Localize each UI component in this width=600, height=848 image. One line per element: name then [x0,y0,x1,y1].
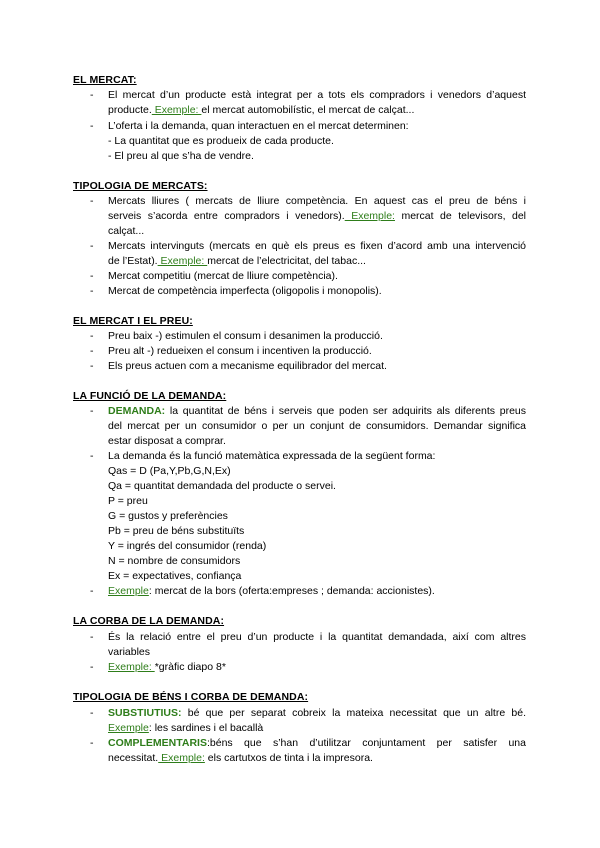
term-label: DEMANDA: [108,405,166,417]
bullet: - [90,585,94,597]
bullet: - [90,450,94,462]
example-label: Exemple: [344,210,395,222]
text-line: N = nombre de consumidors [108,555,241,567]
bullet: - [90,405,94,417]
text-line: SUBSTIUTIUS: bé que per separat cobreix la mateixa necessitat que un altre bé. [108,707,526,719]
text-line: COMPLEMENTARIS:béns que s’han d’utilitzar conjuntament per satisfer una [108,737,526,749]
text-line: Mercats lliures ( mercats de lliure competència. En aquest cas el preu de béns i [108,195,526,207]
bullet: - [90,240,94,252]
bullet: - [90,270,94,282]
text-line: producte. Exemple: el mercat automobilístic, el mercat de calçat... [108,104,415,116]
text-line: calçat... [108,225,145,237]
bullet: - [90,631,94,643]
section-title-el-mercat: EL MERCAT: [73,74,137,86]
formula-line: Qas = D (Pa,Y,Pb,G,N,Ex) [108,465,231,477]
text-line: del mercat per un consumidor o per un conjunt de consumidors. Demandar significa [108,420,526,432]
text-line: Exemple: *gràfic diapo 8* [108,661,226,673]
example-label: Exemple: [151,104,202,116]
section-title-tipologia-bens: TIPOLOGIA DE BÉNS I CORBA DE DEMANDA: [73,691,309,703]
bullet: - [90,360,94,372]
text-line: Preu baix -) estimulen el consum i desanimen la producció. [108,330,383,342]
bullet: - [90,120,94,132]
section-title-mercat-preu: EL MERCAT I EL PREU: [73,315,193,327]
bullet: - [90,345,94,357]
example-label: Exemple [108,585,149,597]
text-line: Y = ingrés del consumidor (renda) [108,540,267,552]
text-line: Exemple: mercat de la bors (oferta:empreses ; demanda: accionistes). [108,585,435,597]
section-title-funcio-demanda: LA FUNCIÓ DE LA DEMANDA: [73,390,227,402]
example-label: Exemple: [157,255,208,267]
text-line: Mercat competitiu (mercat de lliure competència). [108,270,338,282]
text-line: Pb = preu de béns substituïts [108,525,245,537]
text-line: necessitat. Exemple: els cartutxos de tinta i la impresora. [108,752,373,764]
section-title-corba-demanda: LA CORBA DE LA DEMANDA: [73,615,225,627]
section-title-tipologia-mercats: TIPOLOGIA DE MERCATS: [73,180,208,192]
text-line: Preu alt -) redueixen el consum i incentiven la producció. [108,345,372,357]
text-line: P = preu [108,495,148,507]
text-line: La demanda és la funció matemàtica expressada de la següent forma: [108,450,436,462]
text-line: - La quantitat que es produeix de cada producte. [108,135,334,147]
example-label: Exemple [108,722,149,734]
text-line: de l’Estat). Exemple: mercat de l’electricitat, del tabac... [108,255,366,267]
text-line: És la relació entre el preu d’un producte i la quantitat demandada, així com altres [108,631,526,643]
term-label: COMPLEMENTARIS [108,737,207,749]
text-line: - El preu al que s’ha de vendre. [108,150,254,162]
bullet: - [90,89,94,101]
text-line: Ex = expectatives, confiança [108,570,242,582]
example-label: Exemple: [158,752,205,764]
text-line: Qa = quantitat demandada del producte o servei. [108,480,336,492]
text-line: DEMANDA: la quantitat de béns i serveis que poden ser adquirits als diferents preus [108,405,526,417]
bullet: - [90,737,94,749]
text-line: Els preus actuen com a mecanisme equilibrador del mercat. [108,360,387,372]
text-line: Mercat de competència imperfecta (oligopolis i monopolis). [108,285,382,297]
bullet: - [90,285,94,297]
bullet: - [90,195,94,207]
text-line: estar disposat a comprar. [108,435,226,447]
text-line: G = gustos y preferències [108,510,228,522]
text-line: El mercat d’un producte està integrat per a tots els compradors i venedors d’aquest [108,89,526,101]
example-label: Exemple: [108,661,155,673]
bullet: - [90,330,94,342]
term-label: SUBSTIUTIUS: [108,707,182,719]
text-line: Exemple: les sardines i el bacallà [108,722,264,734]
bullet: - [90,661,94,673]
text-line: Mercats intervinguts (mercats en què els preus es fixen d’acord amb una intervenció [108,240,526,252]
text-line: serveis s’acorda entre compradors i venedors). Exemple: mercat de televisors, del [108,210,526,222]
text-line: L’oferta i la demanda, quan interactuen en el mercat determinen: [108,120,409,132]
bullet: - [90,707,94,719]
text-line: variables [108,646,151,658]
